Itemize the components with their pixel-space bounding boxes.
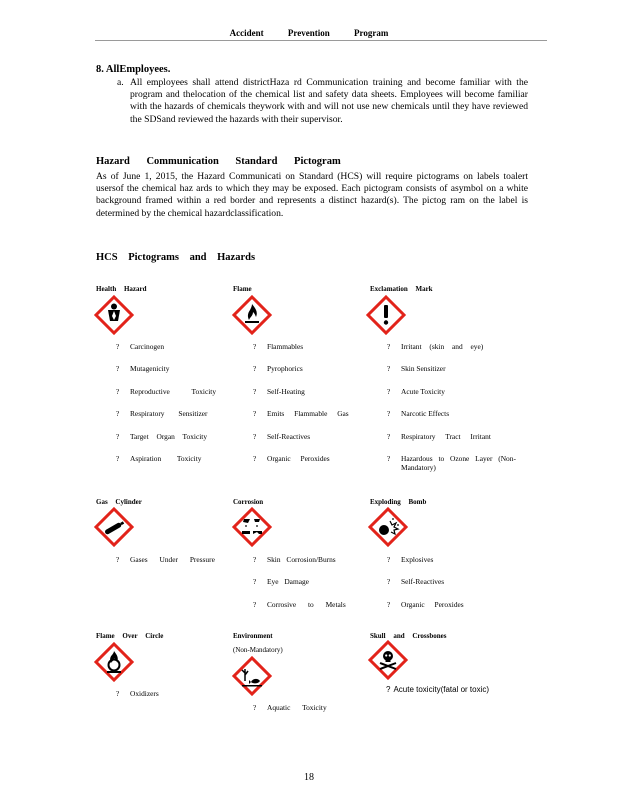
header-rule bbox=[95, 40, 547, 41]
bullet-glyph: ? bbox=[253, 703, 257, 712]
list-item: ? Gases Under Pressure bbox=[116, 555, 215, 564]
exclamation-mark-icon bbox=[366, 295, 406, 335]
bullet-glyph: ? bbox=[387, 431, 391, 441]
pictogram-title-flame: Flame bbox=[233, 285, 252, 293]
bullet-glyph: ? bbox=[116, 689, 120, 698]
bullet-glyph: ? bbox=[253, 453, 257, 463]
pictogram-standard-paragraph: As of June 1, 2015, the Hazard Communicati on Standard (HCS) will require pictograms on labels toalert usersof the chemical haz ards to which they may be exposed. Each pictogram consists of asymbol on a white background framed within a red border and represents a distinct hazard(s). The pictog ram on the label is determined by the chemical hazardclassification. bbox=[96, 171, 528, 219]
list-item: ? Organic Peroxides bbox=[387, 599, 464, 609]
list-item: ? Reproductive Toxicity bbox=[116, 386, 217, 396]
list-item: ? Carcinogen bbox=[116, 342, 165, 351]
hazard-list-gas-cylinder bbox=[116, 555, 231, 564]
bullet-glyph: ? bbox=[387, 364, 391, 374]
list-item: ? Explosives bbox=[387, 555, 434, 564]
bullet-glyph: ? bbox=[387, 599, 391, 609]
hazard-list-exploding-bomb bbox=[387, 555, 517, 609]
health-hazard-icon bbox=[94, 295, 134, 335]
pictogram-title-gas-cylinder: Gas Cylinder bbox=[96, 498, 142, 506]
skull-and-crossbones-icon bbox=[368, 640, 408, 680]
list-item: ? Respiratory Sensitizer bbox=[116, 409, 208, 419]
hazard-list-exclamation-mark bbox=[387, 342, 537, 472]
bullet-glyph: ? bbox=[253, 409, 257, 419]
list-item: ? Irritant (skin and eye) bbox=[387, 342, 484, 351]
section-heading-hcs-pictograms: HCS Pictograms and Hazards bbox=[96, 252, 256, 263]
bullet-glyph: ? bbox=[253, 364, 257, 374]
bullet-glyph: ? bbox=[386, 685, 391, 694]
list-item: ? Narcotic Effects bbox=[387, 409, 450, 419]
list-item: ? Flammables bbox=[253, 342, 304, 351]
list-item: ? Respiratory Tract Irritant bbox=[387, 431, 491, 441]
bullet-glyph: ? bbox=[116, 364, 120, 374]
bullet-glyph: ? bbox=[116, 555, 120, 564]
bullet-glyph: ? bbox=[116, 386, 120, 396]
list-item: ? Oxidizers bbox=[116, 689, 159, 698]
bullet-glyph: ? bbox=[253, 431, 257, 441]
list-item: ? Self-Reactives bbox=[253, 431, 311, 441]
bullet-glyph: ? bbox=[116, 409, 120, 419]
flame-icon bbox=[232, 295, 272, 335]
list-item: ? Eye Damage bbox=[253, 577, 309, 587]
list-item: ? Organic Peroxides bbox=[253, 453, 330, 463]
list-item: ? Skin Corrosion/Burns bbox=[253, 555, 336, 564]
hazard-list-corrosion bbox=[253, 555, 368, 609]
corrosion-icon bbox=[232, 507, 272, 547]
list-item: ? Self-Heating bbox=[253, 386, 305, 396]
bullet-glyph: ? bbox=[253, 342, 257, 351]
page-number: 18 bbox=[304, 772, 314, 783]
list-item-marker: a. bbox=[117, 77, 124, 88]
bullet-glyph: ? bbox=[387, 342, 391, 351]
list-item: ? Corrosive to Metals bbox=[253, 599, 346, 609]
pictogram-title-exclamation-mark: Exclamation Mark bbox=[370, 285, 433, 293]
section-heading-pictogram-standard: Hazard Communication Standard Pictogram bbox=[96, 156, 341, 167]
bullet-glyph: ? bbox=[387, 555, 391, 564]
list-item: ? Target Organ Toxicity bbox=[116, 431, 208, 441]
hazard-list-flame bbox=[253, 342, 368, 463]
bullet-glyph: ? bbox=[253, 599, 257, 609]
pictogram-title-corrosion: Corrosion bbox=[233, 498, 264, 506]
pictogram-title-flame-over-circle: Flame Over Circle bbox=[96, 632, 164, 640]
section-heading-all-employees: 8. AllEmployees. bbox=[96, 64, 171, 75]
list-item: ? Hazardous to Ozone Layer (Non-Mandatory) bbox=[387, 453, 516, 472]
hazard-list-flame-over-circle bbox=[116, 689, 231, 698]
all-employees-paragraph: All employees shall attend districtHaza rd Communication training and become familiar with the program and thelocation of the chemical list and safety data sheets. Employees will become familiar with the hazards of chemicals theywork with and will not use new chemicals until they have reviewed the SDSand reviewed the hazards with their supervisor. bbox=[130, 77, 528, 125]
bullet-glyph: ? bbox=[116, 431, 120, 441]
hazard-list-health-hazard bbox=[116, 342, 231, 463]
list-item: ? Mutagenicity bbox=[116, 364, 170, 374]
page-header: Accident Prevention Program bbox=[229, 28, 389, 38]
pictogram-title-environment: Environment bbox=[233, 632, 273, 640]
list-item: ? Aspiration Toxicity bbox=[116, 453, 202, 463]
exploding-bomb-icon bbox=[368, 507, 408, 547]
bullet-glyph: ? bbox=[387, 453, 391, 463]
list-item: ? Pyrophorics bbox=[253, 364, 303, 374]
list-item: ? Acute Toxicity bbox=[387, 386, 445, 396]
list-item: ? Emits Flammable Gas bbox=[253, 409, 349, 419]
environment-icon bbox=[232, 656, 272, 696]
bullet-glyph: ? bbox=[253, 386, 257, 396]
bullet-glyph: ? bbox=[387, 577, 391, 587]
hazard-list-environment bbox=[253, 703, 368, 712]
list-item: ? Skin Sensitizer bbox=[387, 364, 446, 374]
bullet-glyph: ? bbox=[387, 409, 391, 419]
bullet-glyph: ? bbox=[116, 453, 120, 463]
pictogram-note-environment: (Non-Mandatory) bbox=[233, 646, 283, 654]
list-item: ? Aquatic Toxicity bbox=[253, 703, 327, 712]
bullet-glyph: ? bbox=[253, 577, 257, 587]
list-item: ? Self-Reactives bbox=[387, 577, 445, 587]
hazard-list-skull-and-crossbones bbox=[386, 685, 536, 694]
pictogram-title-skull-and-crossbones: Skull and Crossbones bbox=[370, 632, 447, 640]
list-item: ? Acute toxicity(fatal or toxic) bbox=[386, 685, 490, 694]
pictogram-title-health-hazard: Health Hazard bbox=[96, 285, 147, 293]
bullet-glyph: ? bbox=[253, 555, 257, 564]
bullet-glyph: ? bbox=[387, 386, 391, 396]
flame-over-circle-icon bbox=[94, 642, 134, 682]
pictogram-title-exploding-bomb: Exploding Bomb bbox=[370, 498, 427, 506]
bullet-glyph: ? bbox=[116, 342, 120, 351]
gas-cylinder-icon bbox=[94, 507, 134, 547]
